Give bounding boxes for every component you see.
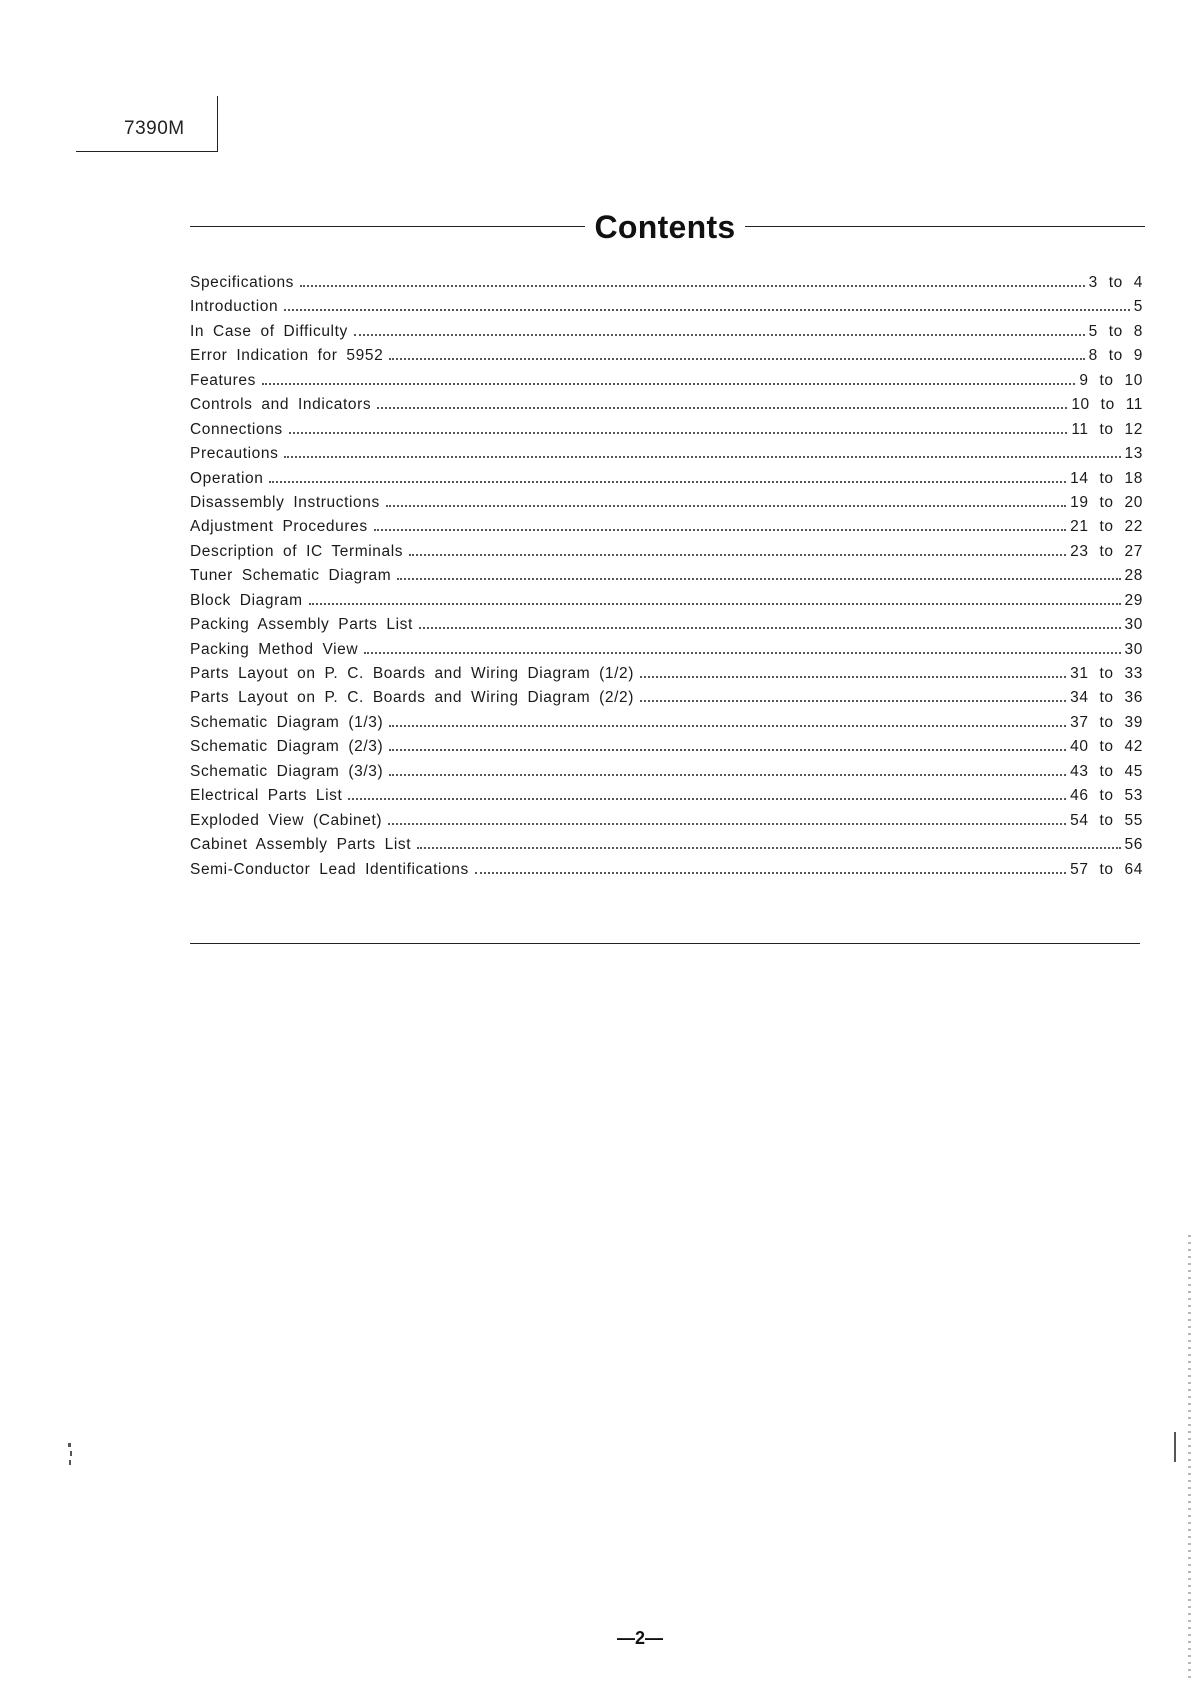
toc-entry — [190, 567, 1143, 591]
toc-entry-pages: 54 to 55 — [1070, 811, 1143, 829]
scan-speck — [70, 1451, 72, 1456]
dot-leader — [374, 529, 1066, 531]
toc-entry-title: Block Diagram — [190, 591, 303, 609]
toc-entry — [190, 836, 1143, 860]
dot-leader — [284, 309, 1130, 311]
toc-entry — [190, 861, 1143, 885]
toc-entry — [190, 494, 1143, 518]
toc-entry — [190, 445, 1143, 469]
toc-entry-title: Packing Assembly Parts List — [190, 616, 413, 634]
toc-entry — [190, 665, 1143, 689]
dot-leader — [419, 627, 1121, 629]
page-number: —2— — [616, 1628, 663, 1648]
toc-entry — [190, 738, 1143, 762]
dot-leader — [640, 676, 1066, 678]
toc-entry — [190, 298, 1143, 322]
toc-entry-pages: 37 to 39 — [1070, 713, 1143, 731]
toc-entry — [190, 323, 1143, 347]
toc-entry-title: Error Indication for 5952 — [190, 347, 384, 365]
toc-entry-pages: 43 to 45 — [1070, 762, 1143, 780]
toc-entry-title: Adjustment Procedures — [190, 518, 368, 536]
toc-entry-pages: 13 — [1124, 445, 1143, 463]
dot-leader — [309, 603, 1121, 605]
dot-leader — [364, 652, 1120, 654]
dot-leader — [269, 481, 1066, 483]
toc-entry-pages: 5 — [1133, 298, 1143, 316]
toc-entry-pages: 40 to 42 — [1070, 738, 1143, 756]
toc-entry-title: Specifications — [190, 274, 295, 291]
toc-entry-pages: 11 to 12 — [1071, 420, 1143, 438]
dot-leader — [417, 847, 1120, 849]
toc-entry — [190, 616, 1143, 640]
scan-speck — [1174, 1432, 1176, 1462]
dot-leader — [348, 798, 1066, 800]
toc-entry — [190, 592, 1143, 616]
toc-entry — [190, 787, 1143, 811]
dot-leader — [284, 456, 1120, 458]
dot-leader — [300, 285, 1085, 287]
toc-entry-pages: 8 to 9 — [1088, 347, 1143, 365]
toc-entry-title: Disassembly Instructions — [190, 493, 380, 511]
toc-entry-pages: 5 to 8 — [1088, 322, 1143, 340]
dot-leader — [475, 872, 1066, 874]
toc-entry-title: Electrical Parts List — [190, 787, 343, 805]
heading-rule-left — [190, 226, 585, 227]
divider — [190, 943, 1140, 944]
toc-entry-title: Parts Layout on P. C. Boards and Wiring Diagram (2/2) — [190, 689, 634, 707]
toc-entry-title: Introduction — [190, 298, 279, 316]
toc-entry — [190, 470, 1143, 494]
toc-entry-pages: 10 to 11 — [1071, 396, 1143, 414]
toc-entry-title: Semi-Conductor Lead Identifications — [190, 860, 469, 878]
page-title: Contents — [594, 209, 736, 245]
toc-entry-pages: 14 to 18 — [1070, 469, 1143, 487]
dot-leader — [397, 578, 1120, 580]
toc-entry-pages: 21 to 22 — [1070, 518, 1143, 536]
dot-leader — [640, 700, 1066, 702]
model-code: 7390M — [124, 118, 185, 139]
toc-entry-pages: 57 to 64 — [1070, 860, 1143, 878]
toc-entry-title: Description of IC Terminals — [190, 542, 404, 560]
toc-entry-pages: 23 to 27 — [1070, 542, 1143, 560]
table-of-contents — [190, 274, 1143, 885]
toc-entry-title: Operation — [190, 469, 264, 487]
dot-leader — [377, 407, 1067, 409]
toc-entry-pages: 9 to 10 — [1079, 371, 1143, 389]
toc-entry — [190, 274, 1143, 298]
toc-entry-pages: 46 to 53 — [1070, 787, 1143, 805]
toc-entry-title: Schematic Diagram (1/3) — [190, 713, 384, 731]
model-code-box — [76, 96, 218, 152]
toc-entry-pages: 31 to 33 — [1070, 665, 1143, 682]
toc-entry-pages: 19 to 20 — [1070, 493, 1143, 511]
toc-entry — [190, 714, 1143, 738]
dot-leader — [389, 774, 1066, 776]
dot-leader — [389, 725, 1066, 727]
scan-speck — [69, 1460, 71, 1465]
dot-leader — [389, 749, 1066, 751]
toc-entry — [190, 812, 1143, 836]
dot-leader — [289, 432, 1068, 434]
toc-entry-title: Tuner Schematic Diagram — [190, 567, 392, 585]
heading-rule-right — [745, 226, 1145, 227]
toc-entry-pages: 29 — [1124, 591, 1143, 609]
toc-entry-pages: 3 to 4 — [1088, 274, 1143, 291]
toc-entry-pages: 28 — [1124, 567, 1143, 585]
toc-entry-title: Schematic Diagram (3/3) — [190, 762, 384, 780]
toc-entry — [190, 396, 1143, 420]
toc-entry-pages: 30 — [1124, 640, 1143, 658]
dot-leader — [262, 383, 1075, 385]
toc-entry-title: Parts Layout on P. C. Boards and Wiring Diagram (1/2) — [190, 665, 634, 682]
toc-entry-title: Cabinet Assembly Parts List — [190, 836, 412, 854]
toc-entry-pages: 30 — [1124, 616, 1143, 634]
dot-leader — [409, 554, 1066, 556]
toc-entry-title: In Case of Difficulty — [190, 322, 348, 340]
toc-entry — [190, 518, 1143, 542]
toc-entry — [190, 543, 1143, 567]
toc-entry-pages: 34 to 36 — [1070, 689, 1143, 707]
dot-leader — [386, 505, 1066, 507]
toc-entry-pages: 56 — [1124, 836, 1143, 854]
dot-leader — [389, 358, 1084, 360]
toc-entry-title: Packing Method View — [190, 640, 359, 658]
dot-leader — [354, 334, 1085, 336]
toc-entry-title: Connections — [190, 420, 283, 438]
toc-entry — [190, 689, 1143, 713]
toc-entry-title: Features — [190, 371, 256, 389]
toc-entry — [190, 641, 1143, 665]
toc-entry — [190, 421, 1143, 445]
scan-speck — [68, 1443, 71, 1447]
contents-heading — [190, 205, 1145, 249]
toc-entry — [190, 372, 1143, 396]
toc-entry — [190, 347, 1143, 371]
toc-entry — [190, 763, 1143, 787]
toc-entry-title: Precautions — [190, 445, 279, 463]
dot-leader — [388, 823, 1066, 825]
toc-entry-title: Controls and Indicators — [190, 396, 372, 414]
toc-entry-title: Exploded View (Cabinet) — [190, 811, 383, 829]
toc-entry-title: Schematic Diagram (2/3) — [190, 738, 384, 756]
